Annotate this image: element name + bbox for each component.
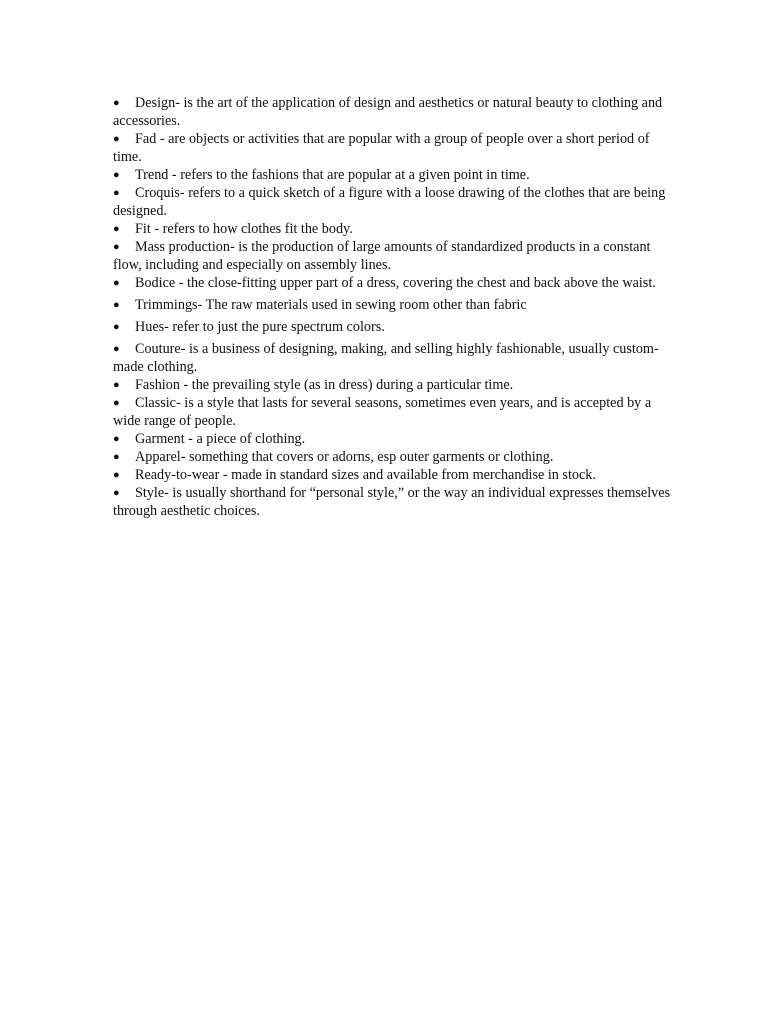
glossary-item-garment bbox=[113, 430, 675, 448]
bullet-icon: ● bbox=[113, 97, 120, 109]
glossary-item-text: Mass production- is the production of large amounts of standardized products in a constant flow, including and especially on assembly lines. bbox=[113, 239, 651, 273]
bullet-icon: ● bbox=[113, 299, 120, 311]
glossary-list bbox=[113, 94, 675, 520]
bullet-icon: ● bbox=[113, 133, 120, 145]
glossary-item-ready-to-wear bbox=[113, 466, 675, 484]
glossary-item-text: Bodice - the close-fitting upper part of a dress, covering the chest and back above the waist. bbox=[135, 275, 656, 291]
glossary-item-text: Apparel- something that covers or adorns, esp outer garments or clothing. bbox=[135, 449, 554, 465]
bullet-icon: ● bbox=[113, 433, 120, 445]
glossary-item-bodice bbox=[113, 274, 675, 292]
glossary-item-text: Fad - are objects or activities that are popular with a group of people over a short period of time. bbox=[113, 131, 650, 165]
glossary-item-text: Trimmings- The raw materials used in sewing room other than fabric bbox=[135, 297, 527, 313]
bullet-icon: ● bbox=[113, 379, 120, 391]
bullet-icon: ● bbox=[113, 343, 120, 355]
glossary-item-fit bbox=[113, 220, 675, 238]
glossary-item-apparel bbox=[113, 448, 675, 466]
glossary-item-text: Style- is usually shorthand for “personal style,” or the way an individual expresses themselves through aesthetic choices. bbox=[113, 485, 671, 519]
bullet-icon: ● bbox=[113, 187, 120, 199]
bullet-icon: ● bbox=[113, 223, 120, 235]
glossary-item-text: Classic- is a style that lasts for several seasons, sometimes even years, and is accepted by a wide range of people. bbox=[113, 395, 652, 429]
glossary-item-mass-production bbox=[113, 238, 675, 274]
glossary-item-style bbox=[113, 484, 675, 520]
bullet-icon: ● bbox=[113, 321, 120, 333]
bullet-icon: ● bbox=[113, 169, 120, 181]
glossary-item-text: Fit - refers to how clothes fit the body. bbox=[135, 221, 353, 237]
glossary-item-text: Hues- refer to just the pure spectrum colors. bbox=[135, 319, 385, 335]
bullet-icon: ● bbox=[113, 451, 120, 463]
glossary-item-trend bbox=[113, 166, 675, 184]
glossary-item-design bbox=[113, 94, 675, 130]
glossary-item-couture bbox=[113, 340, 675, 376]
glossary-item-text: Croquis- refers to a quick sketch of a figure with a loose drawing of the clothes that are being designed. bbox=[113, 185, 666, 219]
bullet-icon: ● bbox=[113, 469, 120, 481]
glossary-item-text: Ready-to-wear - made in standard sizes and available from merchandise in stock. bbox=[135, 467, 596, 483]
glossary-item-croquis bbox=[113, 184, 675, 220]
glossary-item-trimmings bbox=[113, 296, 675, 314]
glossary-item-classic bbox=[113, 394, 675, 430]
glossary-item-text: Fashion - the prevailing style (as in dress) during a particular time. bbox=[135, 377, 514, 393]
glossary-item-hues bbox=[113, 318, 675, 336]
glossary-item-text: Design- is the art of the application of design and aesthetics or natural beauty to clothing and accessories. bbox=[113, 95, 663, 129]
bullet-icon: ● bbox=[113, 487, 120, 499]
glossary-item-fashion bbox=[113, 376, 675, 394]
glossary-item-text: Couture- is a business of designing, making, and selling highly fashionable, usually custom-made clothing. bbox=[113, 341, 659, 375]
bullet-icon: ● bbox=[113, 397, 120, 409]
document-page bbox=[113, 94, 675, 520]
glossary-item-text: Trend - refers to the fashions that are popular at a given point in time. bbox=[135, 167, 530, 183]
glossary-item-fad bbox=[113, 130, 675, 166]
glossary-item-text: Garment - a piece of clothing. bbox=[135, 431, 306, 447]
bullet-icon: ● bbox=[113, 241, 120, 253]
bullet-icon: ● bbox=[113, 277, 120, 289]
